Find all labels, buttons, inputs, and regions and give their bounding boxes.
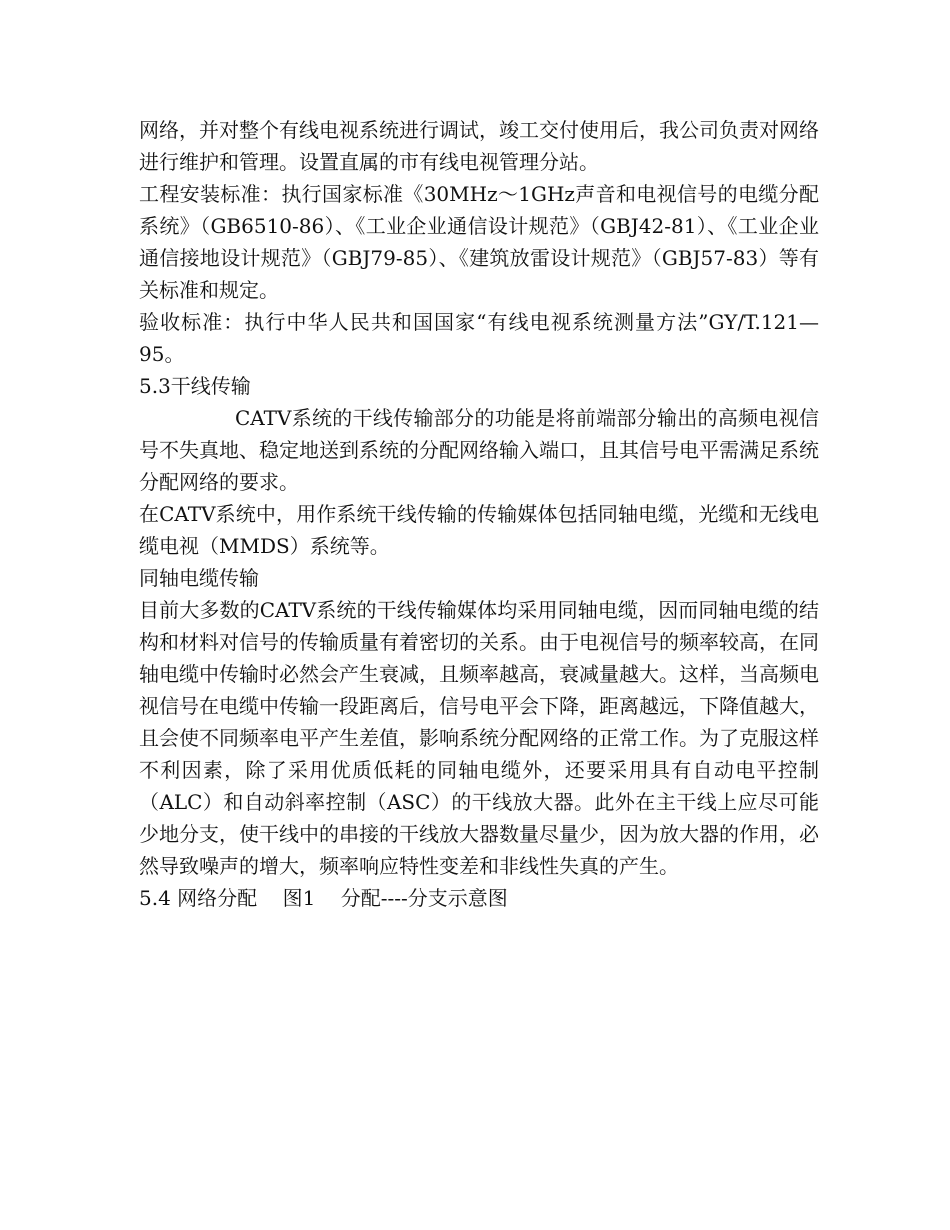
- section-heading-trunk-transmission: 5.3干线传输: [139, 374, 251, 398]
- paragraph-coaxial-details: 目前大多数的CATV系统的干线传输媒体均采用同轴电缆，因而同轴电缆的结构和材料对信号的传输质量有着密切的关系。由于电视信号的频率较高，在同轴电缆中传输时必然会产生衰减，且频率越高，衰减量越大。这样，当高频电视信号在电缆中传输一段距离后，信号电平会下降，距离越远，下降值越大，且会使不同频率电平产生差值，影响系统分配网络的正常工作。为了克服这样不利因素，除了采用优质低耗的同轴电缆外，还要采用具有自动电平控制（ALC）和自动斜率控制（ASC）的干线放大器。此外在主干线上应尽可能少地分支，使干线中的串接的干线放大器数量尽量少，因为放大器的作用，必然导致噪声的增大，频率响应特性变差和非线性失真的产生。: [139, 598, 819, 878]
- paragraph-catv-trunk-function: CATV系统的干线传输部分的功能是将前端部分输出的高频电视信号不失真地、稳定地送到系统的分配网络输入端口，且其信号电平需满足系统分配网络的要求。: [139, 406, 819, 494]
- document-body: [139, 114, 819, 914]
- paragraph-network-maintenance: 网络，并对整个有线电视系统进行调试，竣工交付使用后，我公司负责对网络进行维护和管理。设置直属的市有线电视管理分站。: [139, 118, 819, 174]
- subheading-coaxial-transmission: 同轴电缆传输: [139, 566, 259, 590]
- paragraph-installation-standard: 工程安装标准：执行国家标准《30MHz～1GHz声音和电视信号的电缆分配系统》（GB6510-86）、《工业企业通信设计规范》（GBJ42-81）、《工业企业通信接地设计规范》（GBJ79-85）、《建筑放雷设计规范》（GBJ57-83）等有关标准和规定。: [139, 182, 819, 302]
- section-heading-network-distribution: 5.4 网络分配 图1 分配----分支示意图: [139, 886, 508, 910]
- paragraph-acceptance-standard: 验收标准：执行中华人民共和国国家“有线电视系统测量方法”GY/T.121—95。: [139, 310, 819, 366]
- paragraph-transmission-media: 在CATV系统中，用作系统干线传输的传输媒体包括同轴电缆，光缆和无线电缆电视（MMDS）系统等。: [139, 502, 819, 558]
